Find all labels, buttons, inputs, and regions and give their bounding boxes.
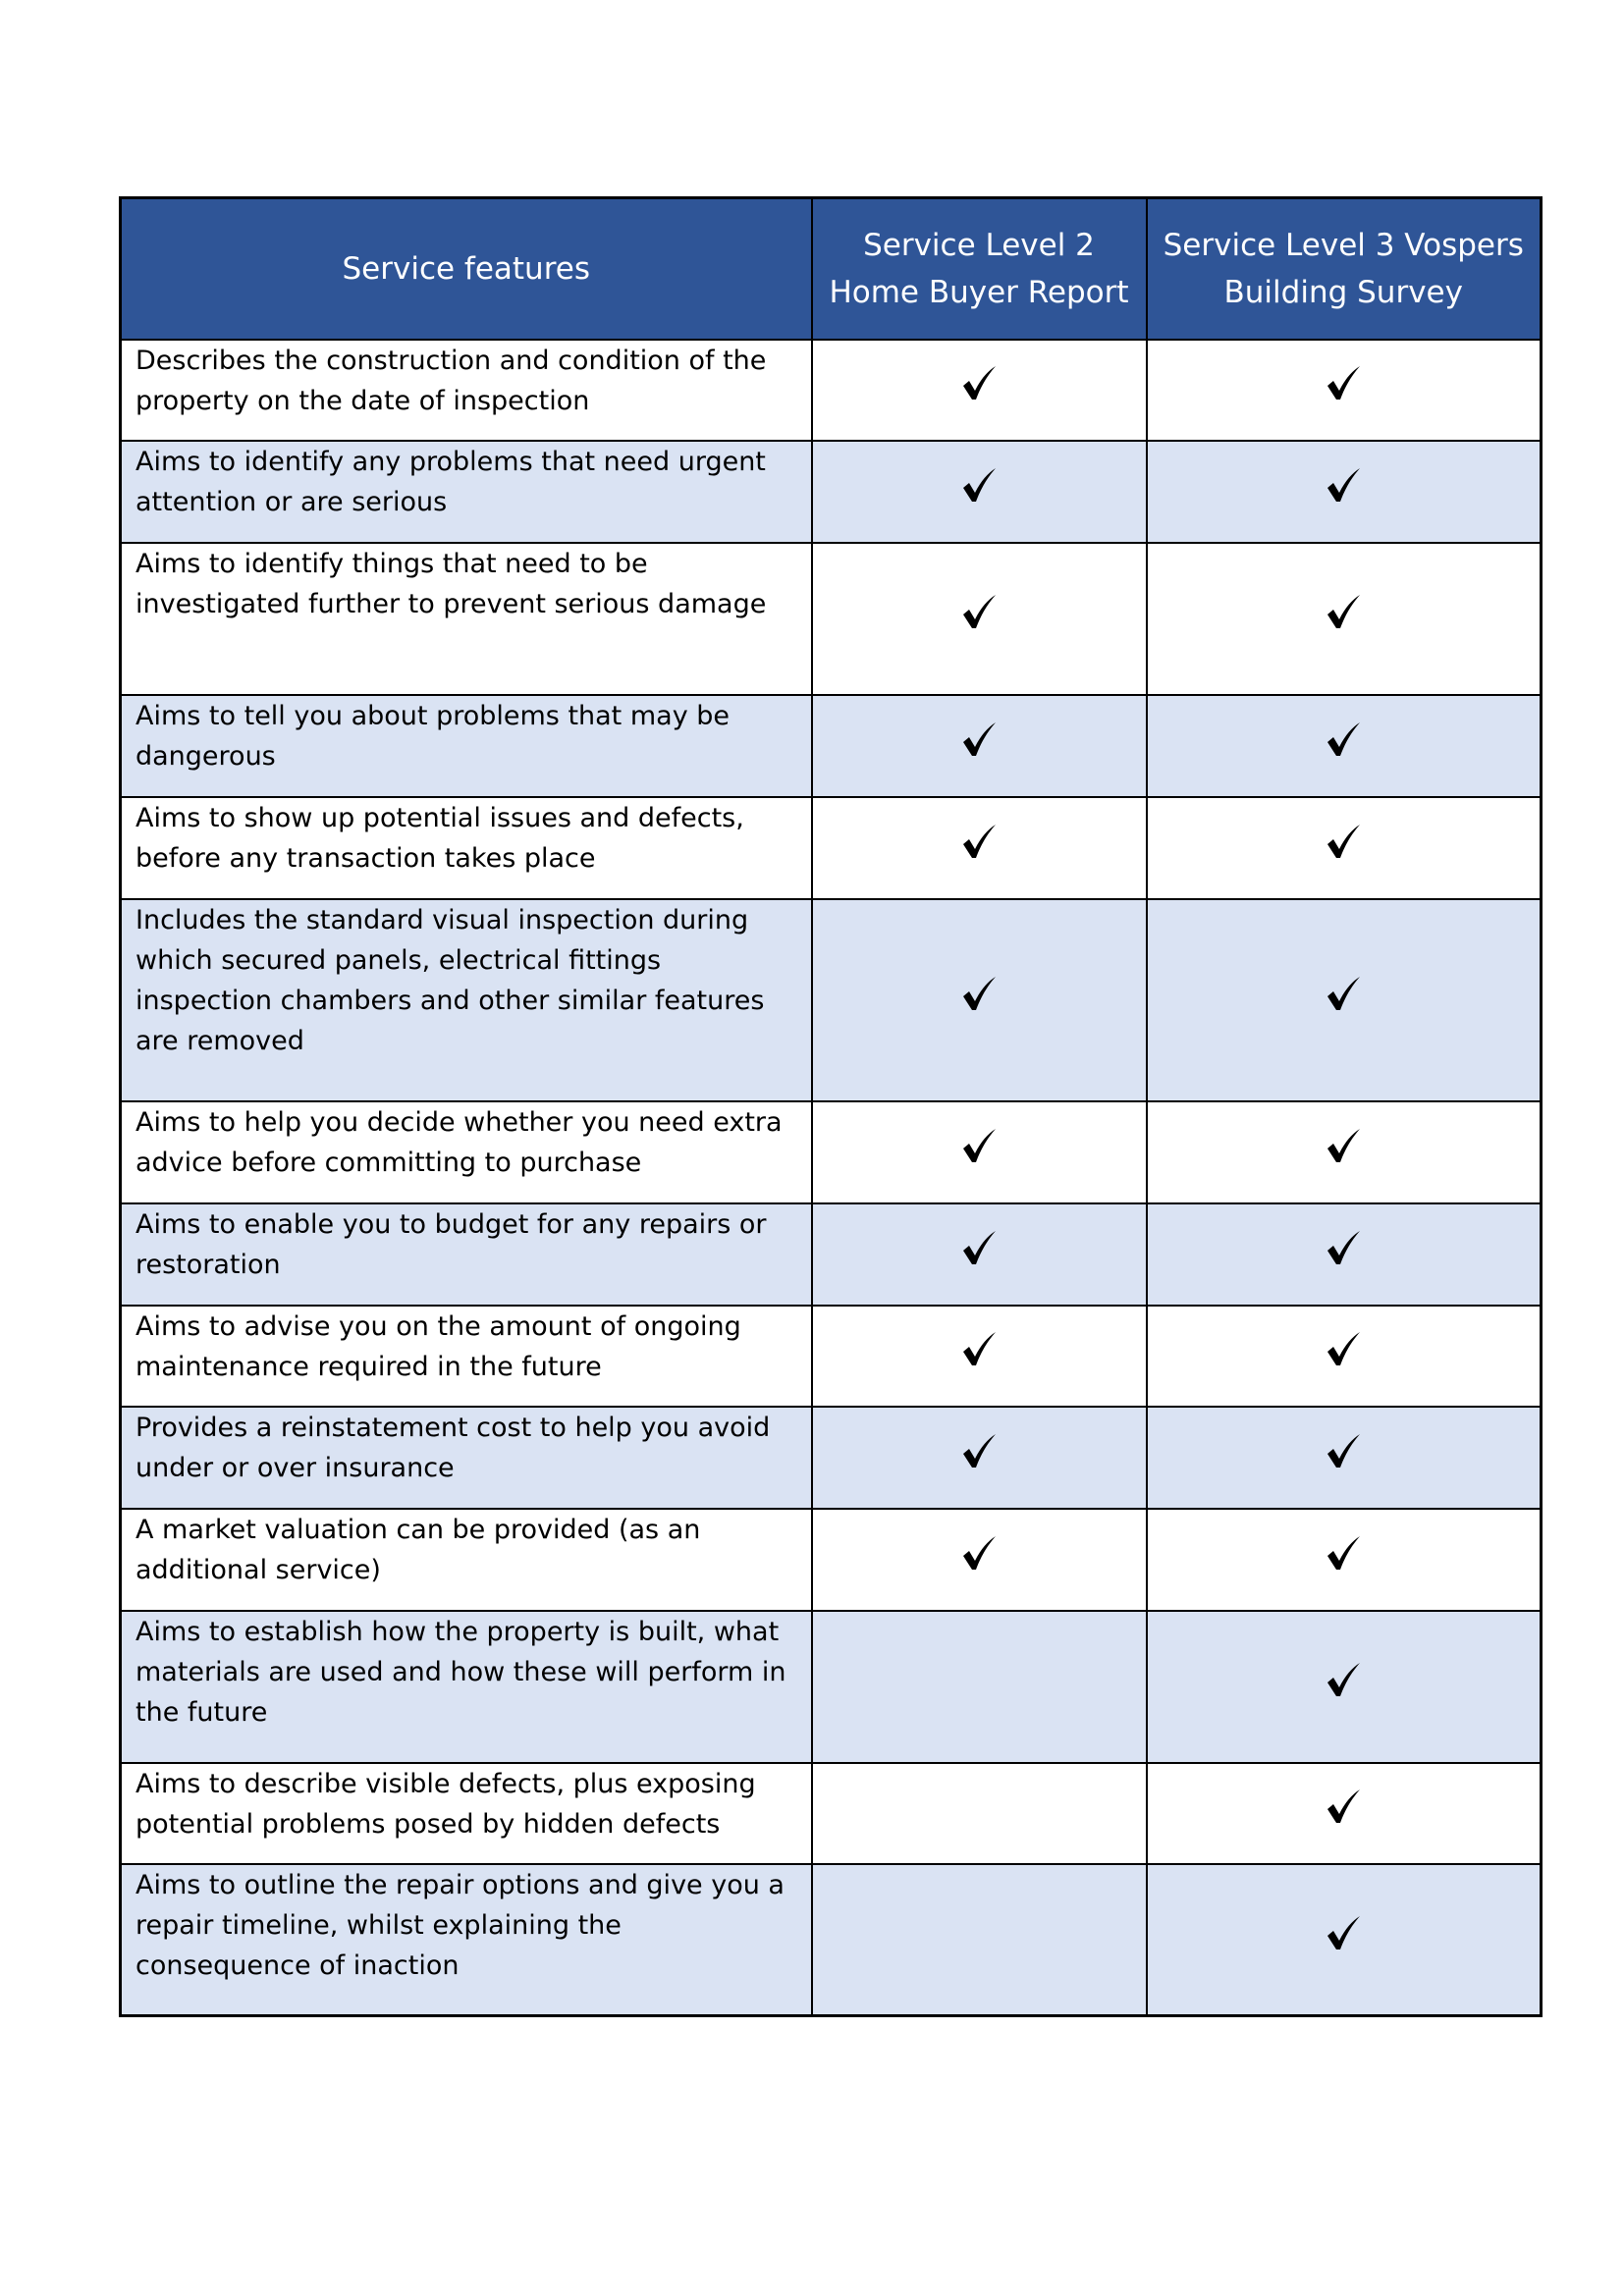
feature-cell: A market valuation can be provided (as an additional service) xyxy=(121,1509,812,1611)
feature-cell: Aims to show up potential issues and defects, before any transaction takes place xyxy=(121,797,812,899)
feature-cell: Describes the construction and condition of the property on the date of inspection xyxy=(121,340,812,441)
checkmark-icon xyxy=(959,466,999,506)
feature-cell: Includes the standard visual inspection during which secured panels, electrical fittings inspection chambers and other similar features are removed xyxy=(121,899,812,1101)
level-2-cell xyxy=(812,695,1147,797)
table-row xyxy=(121,797,1542,899)
level-2-cell xyxy=(812,1611,1147,1763)
checkmark-icon xyxy=(1324,593,1363,632)
level-3-cell xyxy=(1147,797,1542,899)
table-row xyxy=(121,1203,1542,1306)
service-comparison-table xyxy=(119,196,1543,2017)
table-row xyxy=(121,899,1542,1101)
level-2-cell xyxy=(812,1509,1147,1611)
level-2-cell xyxy=(812,340,1147,441)
level-3-cell xyxy=(1147,1611,1542,1763)
table-row xyxy=(121,441,1542,543)
table-row xyxy=(121,1611,1542,1763)
checkmark-icon xyxy=(959,593,999,632)
checkmark-icon xyxy=(1324,466,1363,506)
checkmark-icon xyxy=(959,1330,999,1369)
checkmark-icon xyxy=(959,975,999,1014)
checkmark-icon xyxy=(959,823,999,862)
level-2-cell xyxy=(812,1763,1147,1864)
level-2-cell xyxy=(812,899,1147,1101)
checkmark-icon xyxy=(959,1432,999,1471)
level-3-cell xyxy=(1147,695,1542,797)
level-3-cell xyxy=(1147,340,1542,441)
table-row xyxy=(121,543,1542,695)
level-2-cell xyxy=(812,543,1147,695)
level-3-cell xyxy=(1147,441,1542,543)
checkmark-icon xyxy=(1324,1661,1363,1700)
checkmark-icon xyxy=(959,364,999,403)
level-2-cell xyxy=(812,1203,1147,1306)
checkmark-icon xyxy=(1324,1127,1363,1166)
feature-cell: Aims to identify any problems that need urgent attention or are serious xyxy=(121,441,812,543)
level-3-cell xyxy=(1147,899,1542,1101)
feature-cell: Aims to describe visible defects, plus exposing potential problems posed by hidden defects xyxy=(121,1763,812,1864)
table-header xyxy=(121,198,1542,340)
table-row xyxy=(121,1101,1542,1203)
level-3-cell xyxy=(1147,543,1542,695)
table-row xyxy=(121,1509,1542,1611)
checkmark-icon xyxy=(1324,1788,1363,1827)
table-row xyxy=(121,1306,1542,1407)
feature-cell: Aims to establish how the property is built, what materials are used and how these will perform in the future xyxy=(121,1611,812,1763)
checkmark-icon xyxy=(1324,1229,1363,1268)
checkmark-icon xyxy=(1324,975,1363,1014)
level-3-cell xyxy=(1147,1407,1542,1509)
feature-cell: Provides a reinstatement cost to help you avoid under or over insurance xyxy=(121,1407,812,1509)
level-3-cell xyxy=(1147,1203,1542,1306)
checkmark-icon xyxy=(1324,1914,1363,1953)
table-row xyxy=(121,1407,1542,1509)
table-row xyxy=(121,1864,1542,2016)
header-service-level-3: Service Level 3 Vospers Building Survey xyxy=(1147,198,1542,340)
checkmark-icon xyxy=(959,1534,999,1574)
feature-cell: Aims to advise you on the amount of ongoing maintenance required in the future xyxy=(121,1306,812,1407)
header-service-features: Service features xyxy=(121,198,812,340)
header-row xyxy=(121,198,1542,340)
table-row xyxy=(121,1763,1542,1864)
level-3-cell xyxy=(1147,1509,1542,1611)
checkmark-icon xyxy=(1324,1432,1363,1471)
feature-cell: Aims to enable you to budget for any repairs or restoration xyxy=(121,1203,812,1306)
header-service-level-2: Service Level 2 Home Buyer Report xyxy=(812,198,1147,340)
table-row xyxy=(121,695,1542,797)
checkmark-icon xyxy=(1324,823,1363,862)
level-2-cell xyxy=(812,1407,1147,1509)
checkmark-icon xyxy=(1324,364,1363,403)
level-3-cell xyxy=(1147,1306,1542,1407)
level-2-cell xyxy=(812,1101,1147,1203)
feature-cell: Aims to tell you about problems that may be dangerous xyxy=(121,695,812,797)
checkmark-icon xyxy=(1324,1330,1363,1369)
level-2-cell xyxy=(812,797,1147,899)
checkmark-icon xyxy=(959,721,999,760)
feature-cell: Aims to help you decide whether you need extra advice before committing to purchase xyxy=(121,1101,812,1203)
level-2-cell xyxy=(812,441,1147,543)
checkmark-icon xyxy=(959,1229,999,1268)
level-3-cell xyxy=(1147,1763,1542,1864)
level-3-cell xyxy=(1147,1101,1542,1203)
level-3-cell xyxy=(1147,1864,1542,2016)
level-2-cell xyxy=(812,1306,1147,1407)
checkmark-icon xyxy=(1324,721,1363,760)
checkmark-icon xyxy=(1324,1534,1363,1574)
feature-cell: Aims to outline the repair options and give you a repair timeline, whilst explaining the consequence of inaction xyxy=(121,1864,812,2016)
table-body xyxy=(121,340,1542,2016)
feature-cell: Aims to identify things that need to be investigated further to prevent serious damage xyxy=(121,543,812,695)
table-row xyxy=(121,340,1542,441)
level-2-cell xyxy=(812,1864,1147,2016)
checkmark-icon xyxy=(959,1127,999,1166)
